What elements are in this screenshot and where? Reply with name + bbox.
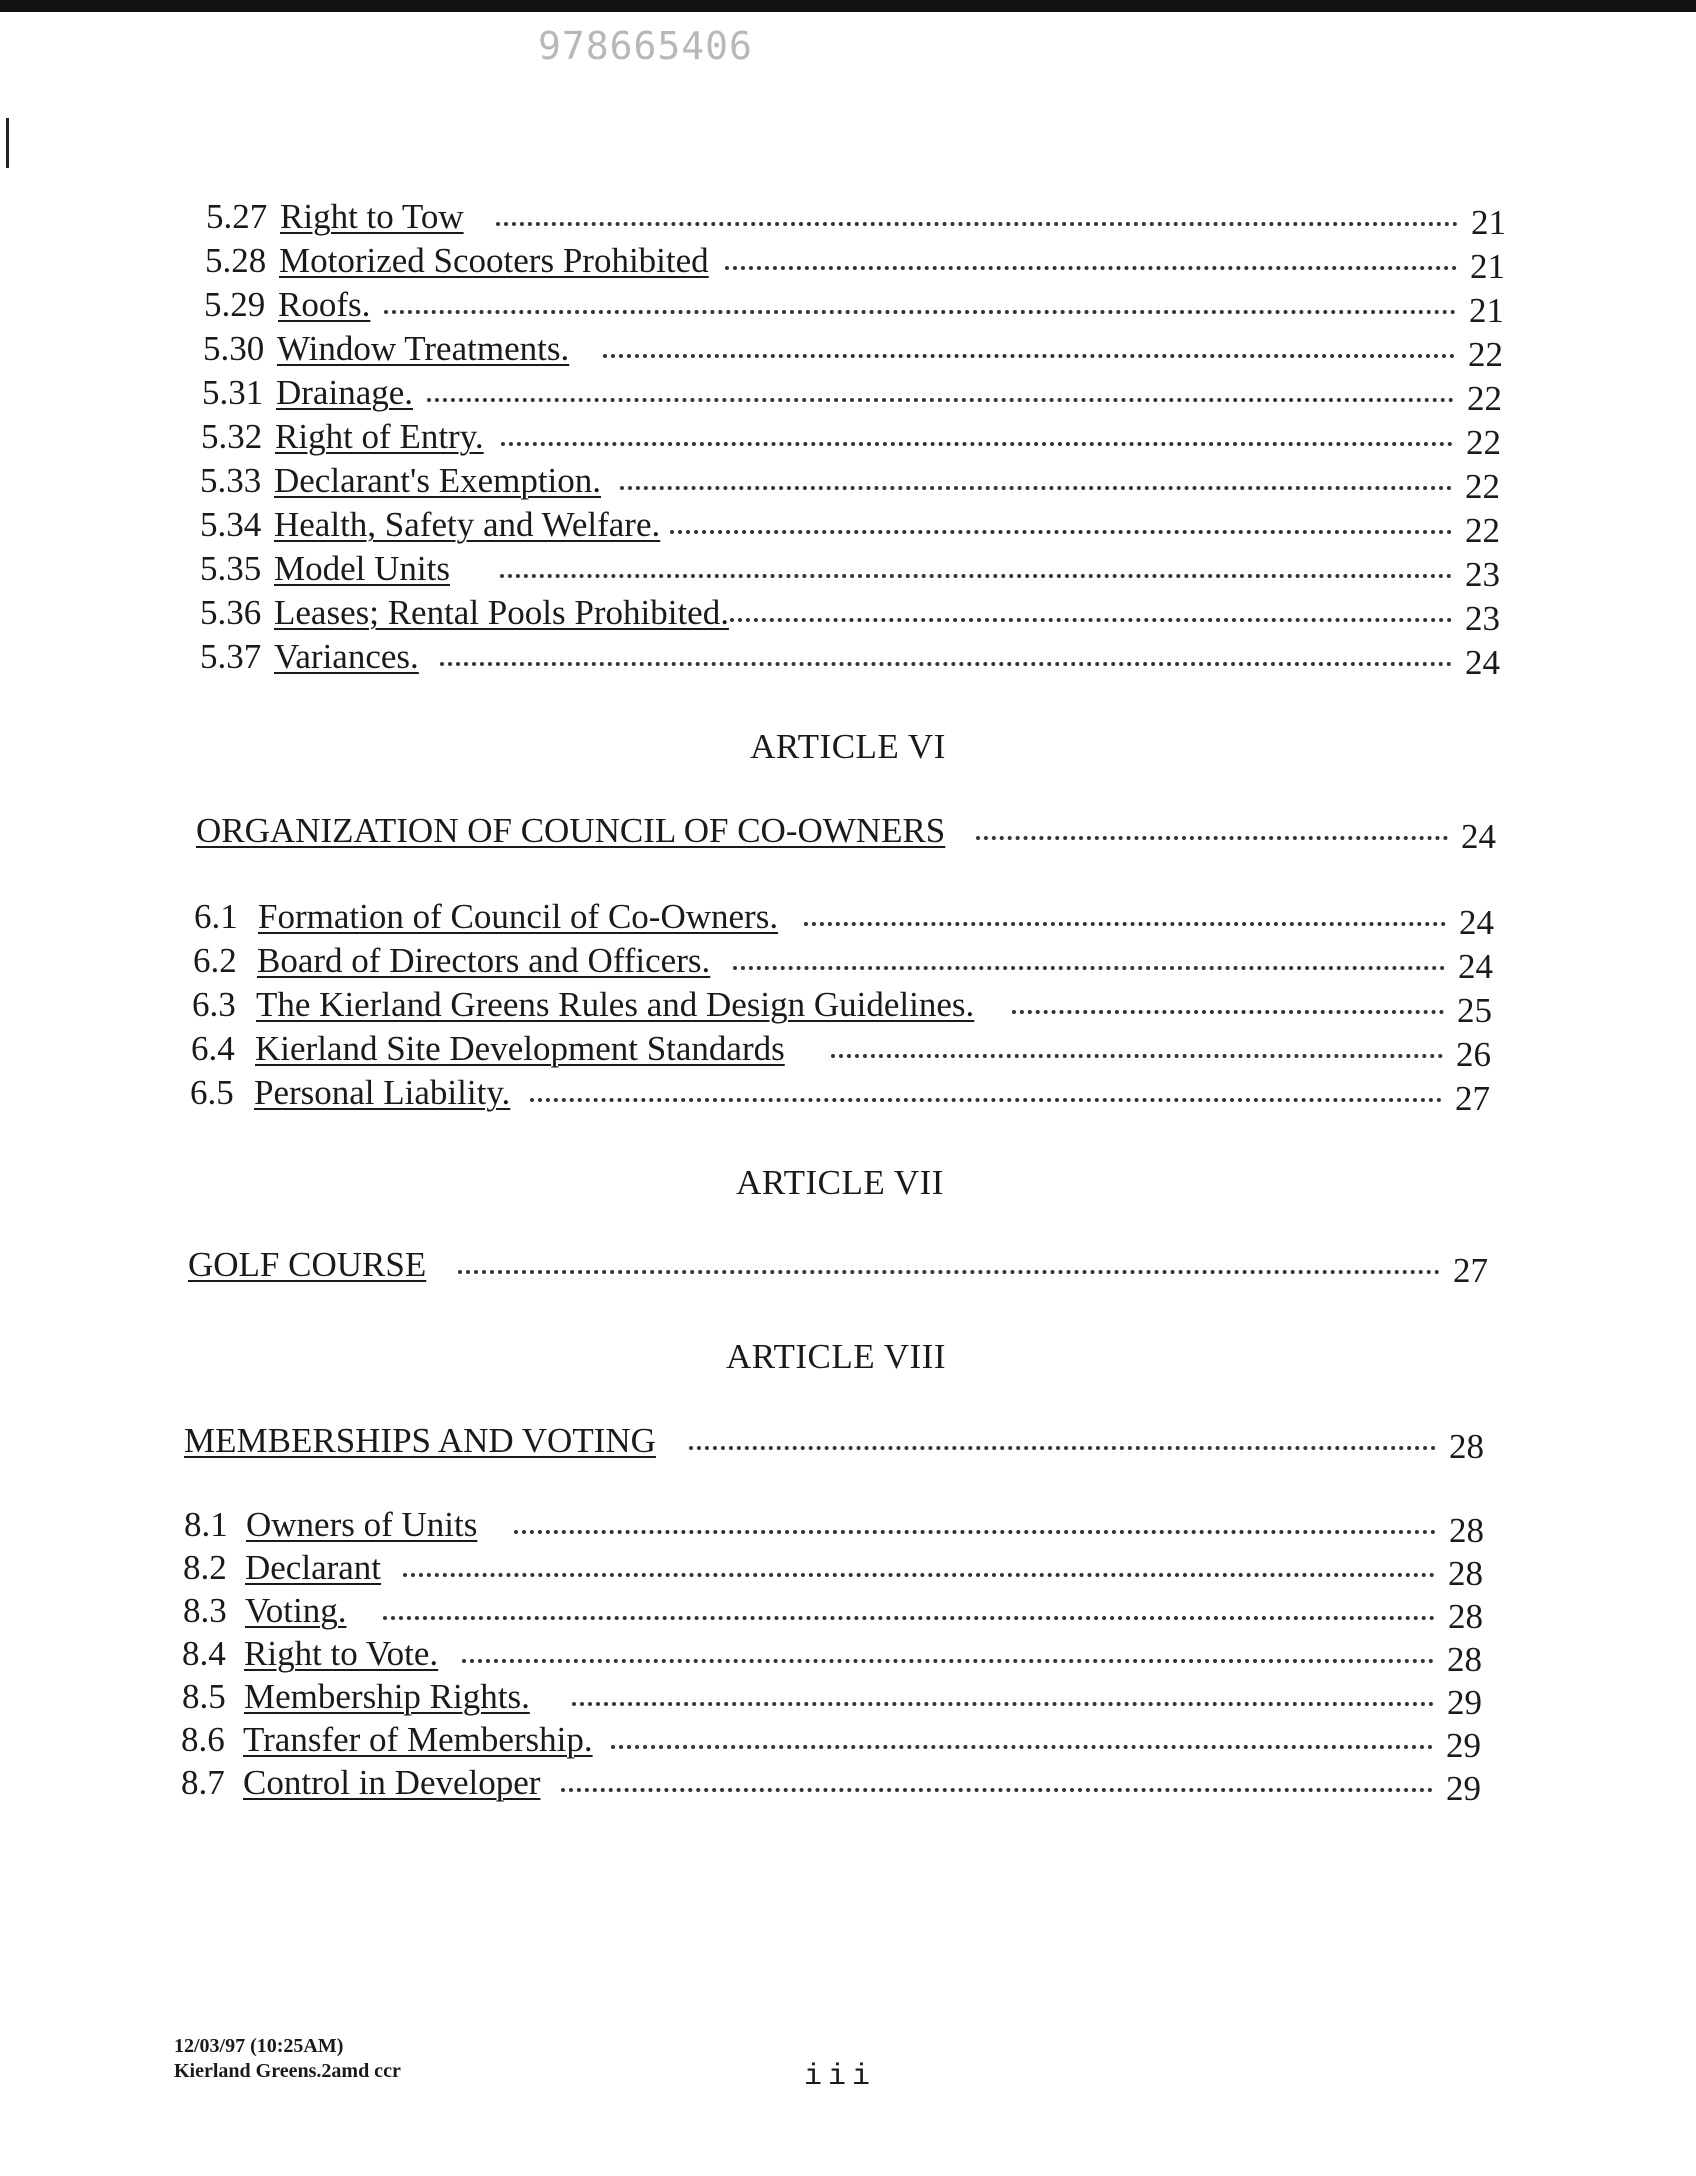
dot-leader bbox=[496, 222, 1458, 226]
entry-title: Health, Safety and Welfare. bbox=[274, 502, 668, 548]
entry-title: Kierland Site Development Standards bbox=[255, 1026, 793, 1072]
dot-leader bbox=[730, 618, 1452, 622]
entry-number: 5.37 bbox=[200, 637, 262, 676]
entry-number: 5.29 bbox=[204, 285, 266, 324]
article-title: ORGANIZATION OF COUNCIL OF CO-OWNERS bbox=[196, 808, 953, 854]
entry-number: 5.36 bbox=[200, 593, 262, 632]
entry-title: Owners of Units bbox=[246, 1502, 485, 1548]
toc-entry bbox=[200, 590, 1500, 636]
toc-entry bbox=[181, 1760, 1481, 1806]
entry-page: 21 bbox=[1470, 247, 1505, 286]
scan-top-edge bbox=[0, 0, 1696, 12]
entry-page: 21 bbox=[1471, 203, 1506, 242]
toc-entry bbox=[184, 1502, 1484, 1548]
toc-entry bbox=[183, 1545, 1483, 1591]
article-page: 24 bbox=[1461, 817, 1496, 856]
entry-page: 26 bbox=[1456, 1035, 1491, 1074]
dot-leader bbox=[689, 1446, 1436, 1450]
entry-page: 21 bbox=[1469, 291, 1504, 330]
article-page: 27 bbox=[1453, 1251, 1488, 1290]
entry-title: Transfer of Membership. bbox=[243, 1717, 601, 1763]
dot-leader bbox=[403, 1573, 1435, 1577]
entry-page: 22 bbox=[1468, 335, 1503, 374]
dot-leader bbox=[440, 662, 1452, 666]
toc-entry bbox=[182, 1674, 1482, 1720]
toc-entry bbox=[200, 458, 1500, 504]
dot-leader bbox=[530, 1098, 1442, 1102]
toc-entry bbox=[206, 194, 1506, 240]
dot-leader bbox=[670, 530, 1452, 534]
entry-title: Membership Rights. bbox=[244, 1674, 538, 1720]
entry-number: 5.35 bbox=[200, 549, 262, 588]
entry-page: 24 bbox=[1465, 643, 1500, 682]
entry-number: 5.32 bbox=[201, 417, 263, 456]
article-heading: ARTICLE VII bbox=[736, 1163, 944, 1202]
entry-page: 23 bbox=[1465, 555, 1500, 594]
entry-number: 8.1 bbox=[184, 1505, 228, 1544]
entry-page: 22 bbox=[1467, 379, 1502, 418]
entry-page: 22 bbox=[1465, 467, 1500, 506]
dot-leader bbox=[976, 836, 1448, 840]
article-title-row bbox=[188, 1242, 1488, 1288]
scan-margin-mark bbox=[6, 118, 9, 168]
entry-number: 6.5 bbox=[190, 1073, 234, 1112]
entry-number: 5.28 bbox=[205, 241, 267, 280]
entry-title: Right of Entry. bbox=[275, 414, 492, 460]
toc-entry bbox=[194, 894, 1494, 940]
entry-page: 28 bbox=[1448, 1554, 1483, 1593]
entry-title: Right to Vote. bbox=[244, 1631, 446, 1677]
toc-entry bbox=[182, 1631, 1482, 1677]
article-title: MEMBERSHIPS AND VOTING bbox=[184, 1418, 664, 1464]
entry-page: 25 bbox=[1457, 991, 1492, 1030]
footer-filename: Kierland Greens.2amd ccr bbox=[174, 2060, 401, 2082]
entry-page: 29 bbox=[1446, 1726, 1481, 1765]
entry-title: The Kierland Greens Rules and Design Guidelines. bbox=[256, 982, 982, 1028]
entry-number: 6.1 bbox=[194, 897, 238, 936]
entry-number: 8.4 bbox=[182, 1634, 226, 1673]
entry-title: Declarant bbox=[245, 1545, 389, 1591]
entry-page: 29 bbox=[1446, 1769, 1481, 1808]
toc-entry bbox=[193, 938, 1493, 984]
dot-leader bbox=[1012, 1010, 1444, 1014]
entry-title: Motorized Scooters Prohibited bbox=[279, 238, 717, 284]
entry-title: Personal Liability. bbox=[254, 1070, 518, 1116]
entry-number: 6.4 bbox=[191, 1029, 235, 1068]
entry-title: Model Units bbox=[274, 546, 458, 592]
dot-leader bbox=[572, 1702, 1434, 1706]
dot-leader bbox=[611, 1745, 1433, 1749]
entry-page: 29 bbox=[1447, 1683, 1482, 1722]
entry-number: 8.5 bbox=[182, 1677, 226, 1716]
entry-number: 8.6 bbox=[181, 1720, 225, 1759]
toc-entry bbox=[201, 414, 1501, 460]
article-heading: ARTICLE VI bbox=[750, 727, 946, 766]
entry-number: 6.2 bbox=[193, 941, 237, 980]
entry-title: Variances. bbox=[274, 634, 427, 680]
entry-number: 5.31 bbox=[202, 373, 264, 412]
entry-title: Declarant's Exemption. bbox=[274, 458, 609, 504]
dot-leader bbox=[458, 1270, 1440, 1274]
toc-entry bbox=[200, 634, 1500, 680]
toc-entry bbox=[203, 326, 1503, 372]
article-title: GOLF COURSE bbox=[188, 1242, 434, 1288]
dot-leader bbox=[501, 442, 1453, 446]
document-id-stamp: 978665406 bbox=[538, 24, 753, 68]
toc-entry bbox=[192, 982, 1492, 1028]
dot-leader bbox=[427, 398, 1454, 402]
entry-title: Board of Directors and Officers. bbox=[257, 938, 718, 984]
entry-number: 5.27 bbox=[206, 197, 268, 236]
entry-number: 5.34 bbox=[200, 505, 262, 544]
entry-title: Window Treatments. bbox=[277, 326, 577, 372]
dot-leader bbox=[725, 266, 1457, 270]
dot-leader bbox=[384, 310, 1456, 314]
dot-leader bbox=[831, 1054, 1443, 1058]
dot-leader bbox=[804, 922, 1446, 926]
entry-title: Voting. bbox=[245, 1588, 354, 1634]
entry-page: 22 bbox=[1466, 423, 1501, 462]
dot-leader bbox=[620, 486, 1452, 490]
footer-date: 12/03/97 (10:25AM) bbox=[174, 2035, 344, 2057]
page-number: iii bbox=[803, 2060, 876, 2094]
toc-entry bbox=[200, 502, 1500, 548]
entry-title: Right to Tow bbox=[280, 194, 472, 240]
toc-entry bbox=[191, 1026, 1491, 1072]
entry-title: Drainage. bbox=[276, 370, 421, 416]
entry-number: 5.33 bbox=[200, 461, 262, 500]
article-title-row bbox=[184, 1418, 1484, 1464]
entry-number: 5.30 bbox=[203, 329, 265, 368]
article-page: 28 bbox=[1449, 1427, 1484, 1466]
entry-page: 27 bbox=[1455, 1079, 1490, 1118]
toc-entry bbox=[204, 282, 1504, 328]
entry-page: 28 bbox=[1449, 1511, 1484, 1550]
entry-title: Control in Developer bbox=[243, 1760, 548, 1806]
entry-page: 28 bbox=[1448, 1597, 1483, 1636]
toc-entry bbox=[200, 546, 1500, 592]
toc-entry bbox=[181, 1717, 1481, 1763]
dot-leader bbox=[462, 1659, 1434, 1663]
entry-page: 28 bbox=[1447, 1640, 1482, 1679]
entry-page: 22 bbox=[1465, 511, 1500, 550]
dot-leader bbox=[561, 1788, 1433, 1792]
entry-title: Leases; Rental Pools Prohibited. bbox=[274, 590, 737, 636]
entry-number: 6.3 bbox=[192, 985, 236, 1024]
toc-entry bbox=[190, 1070, 1490, 1116]
entry-number: 8.7 bbox=[181, 1763, 225, 1802]
entry-number: 8.2 bbox=[183, 1548, 227, 1587]
dot-leader bbox=[733, 966, 1445, 970]
toc-entry bbox=[183, 1588, 1483, 1634]
entry-page: 23 bbox=[1465, 599, 1500, 638]
entry-number: 8.3 bbox=[183, 1591, 227, 1630]
entry-page: 24 bbox=[1458, 947, 1493, 986]
dot-leader bbox=[514, 1530, 1436, 1534]
dot-leader bbox=[603, 354, 1455, 358]
entry-title: Roofs. bbox=[278, 282, 378, 328]
dot-leader bbox=[500, 574, 1452, 578]
entry-title: Formation of Council of Co-Owners. bbox=[258, 894, 786, 940]
toc-entry bbox=[205, 238, 1505, 284]
entry-page: 24 bbox=[1459, 903, 1494, 942]
article-heading: ARTICLE VIII bbox=[725, 1337, 947, 1376]
article-title-row bbox=[196, 808, 1496, 854]
dot-leader bbox=[383, 1616, 1435, 1620]
toc-entry bbox=[202, 370, 1502, 416]
